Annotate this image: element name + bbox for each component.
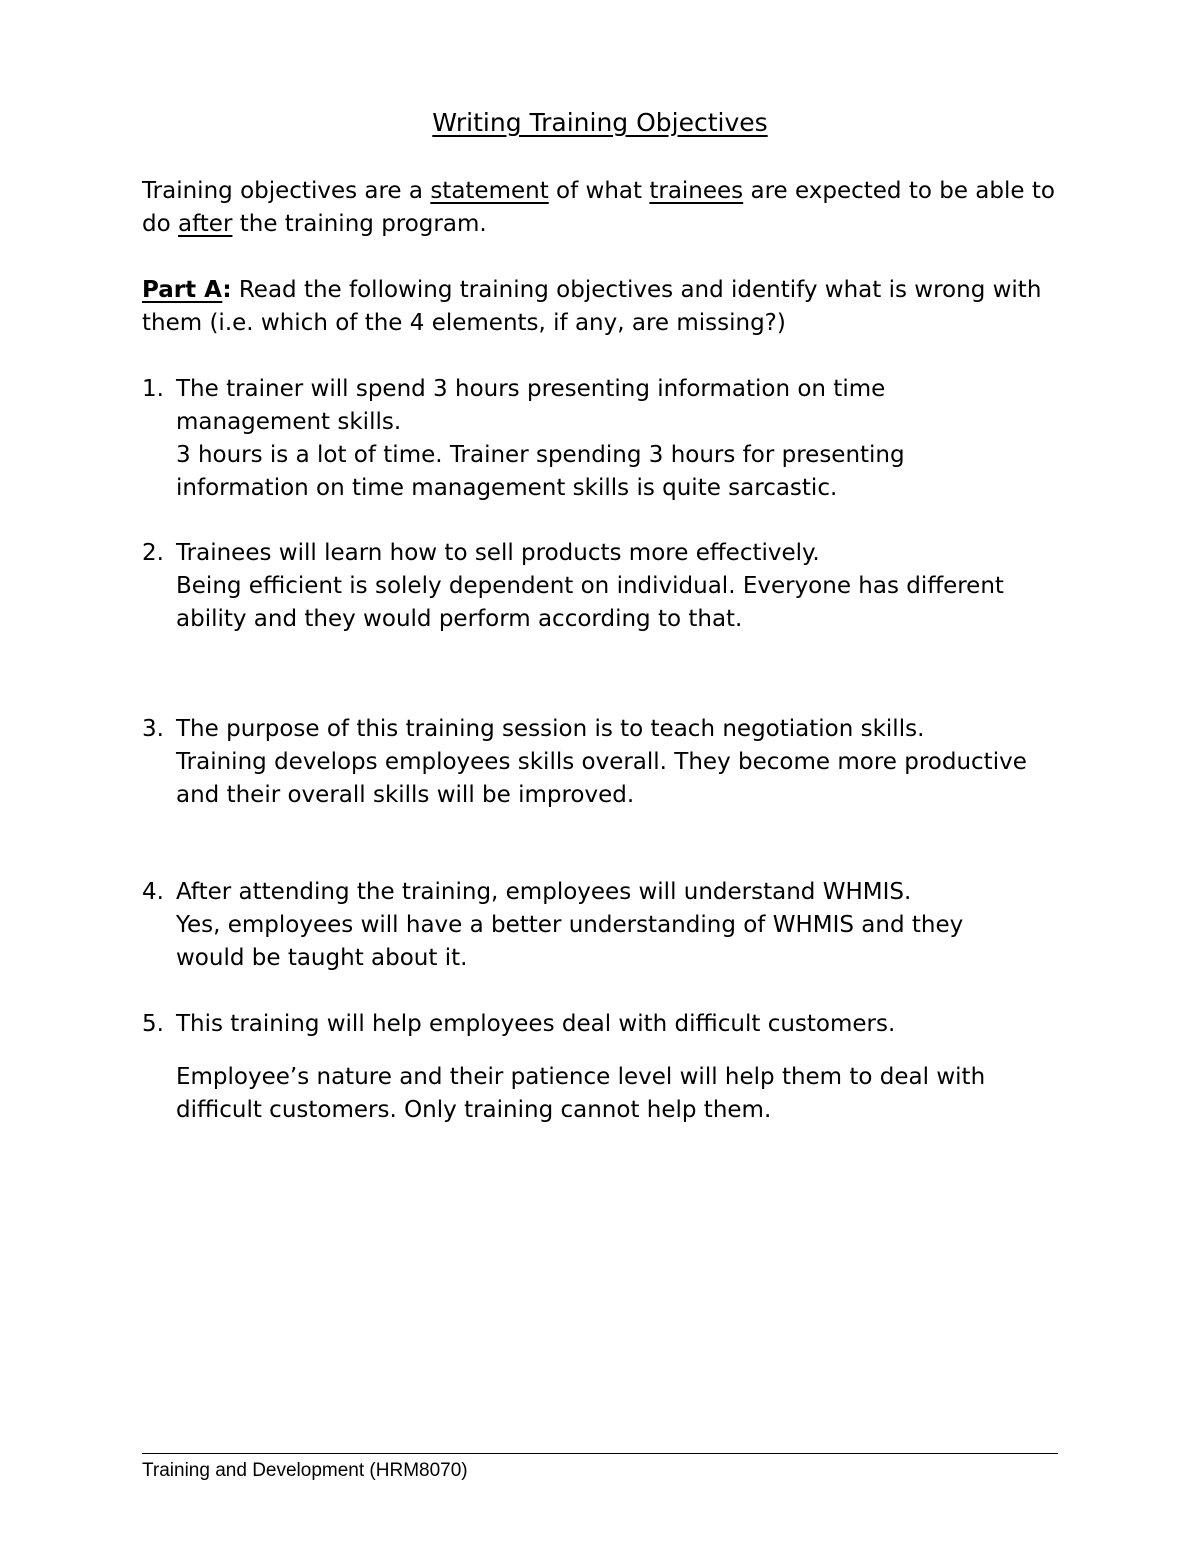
item-number: 5. xyxy=(142,1011,164,1037)
item-objective: Trainees will learn how to sell products more effectively. xyxy=(176,540,820,566)
item-number: 1. xyxy=(142,376,164,402)
part-a-colon: : xyxy=(222,277,232,303)
item-answer: Training develops employees skills overall. They become more productive and their overall skills will be improved. xyxy=(176,749,1027,808)
item-number: 2. xyxy=(142,540,164,566)
intro-text-2: of what xyxy=(548,178,650,204)
item-number: 3. xyxy=(142,716,164,742)
part-a-label: Part A xyxy=(142,277,223,303)
page-title: Writing Training Objectives xyxy=(432,108,768,137)
page-footer: Training and Development (HRM8070) xyxy=(142,1460,468,1481)
item-objective: After attending the training, employees will understand WHMIS. xyxy=(176,879,912,905)
list-item xyxy=(142,713,1072,812)
part-a-text: Read the following training objectives and identify what is wrong with them (i.e. which of the 4 elements, if any, are missing?) xyxy=(142,277,1042,336)
footer-divider xyxy=(142,1453,1058,1454)
item-answer: Employee’s nature and their patience level will help them to deal with difficult customers. Only training cannot help them. xyxy=(176,1064,986,1123)
intro-text-3: are expected to be able to do xyxy=(142,178,1055,237)
item-answer: 3 hours is a lot of time. Trainer spending 3 hours for presenting information on time management skills is quite sarcastic. xyxy=(176,442,905,501)
list-item xyxy=(142,1008,1072,1127)
list-item xyxy=(142,373,1072,505)
intro-paragraph xyxy=(142,175,1072,241)
item-number: 4. xyxy=(142,879,164,905)
item-objective: The trainer will spend 3 hours presenting information on time management skills. xyxy=(176,376,886,435)
intro-word-statement: statement xyxy=(430,178,549,204)
item-objective: The purpose of this training session is to teach negotiation skills. xyxy=(176,716,925,742)
item-answer: Being efficient is solely dependent on individual. Everyone has different ability and they would perform according to that. xyxy=(176,573,1004,632)
item-answer: Yes, employees will have a better understanding of WHMIS and they would be taught about it. xyxy=(176,912,964,971)
part-a-instructions xyxy=(142,274,1072,340)
intro-word-trainees: trainees xyxy=(649,178,744,204)
item-objective: This training will help employees deal with difficult customers. xyxy=(176,1011,896,1037)
intro-text-4: the training program. xyxy=(232,211,487,237)
intro-text-1: Training objectives are a xyxy=(142,178,431,204)
list-item xyxy=(142,537,1072,636)
intro-word-after: after xyxy=(177,211,233,237)
list-item xyxy=(142,876,1072,975)
